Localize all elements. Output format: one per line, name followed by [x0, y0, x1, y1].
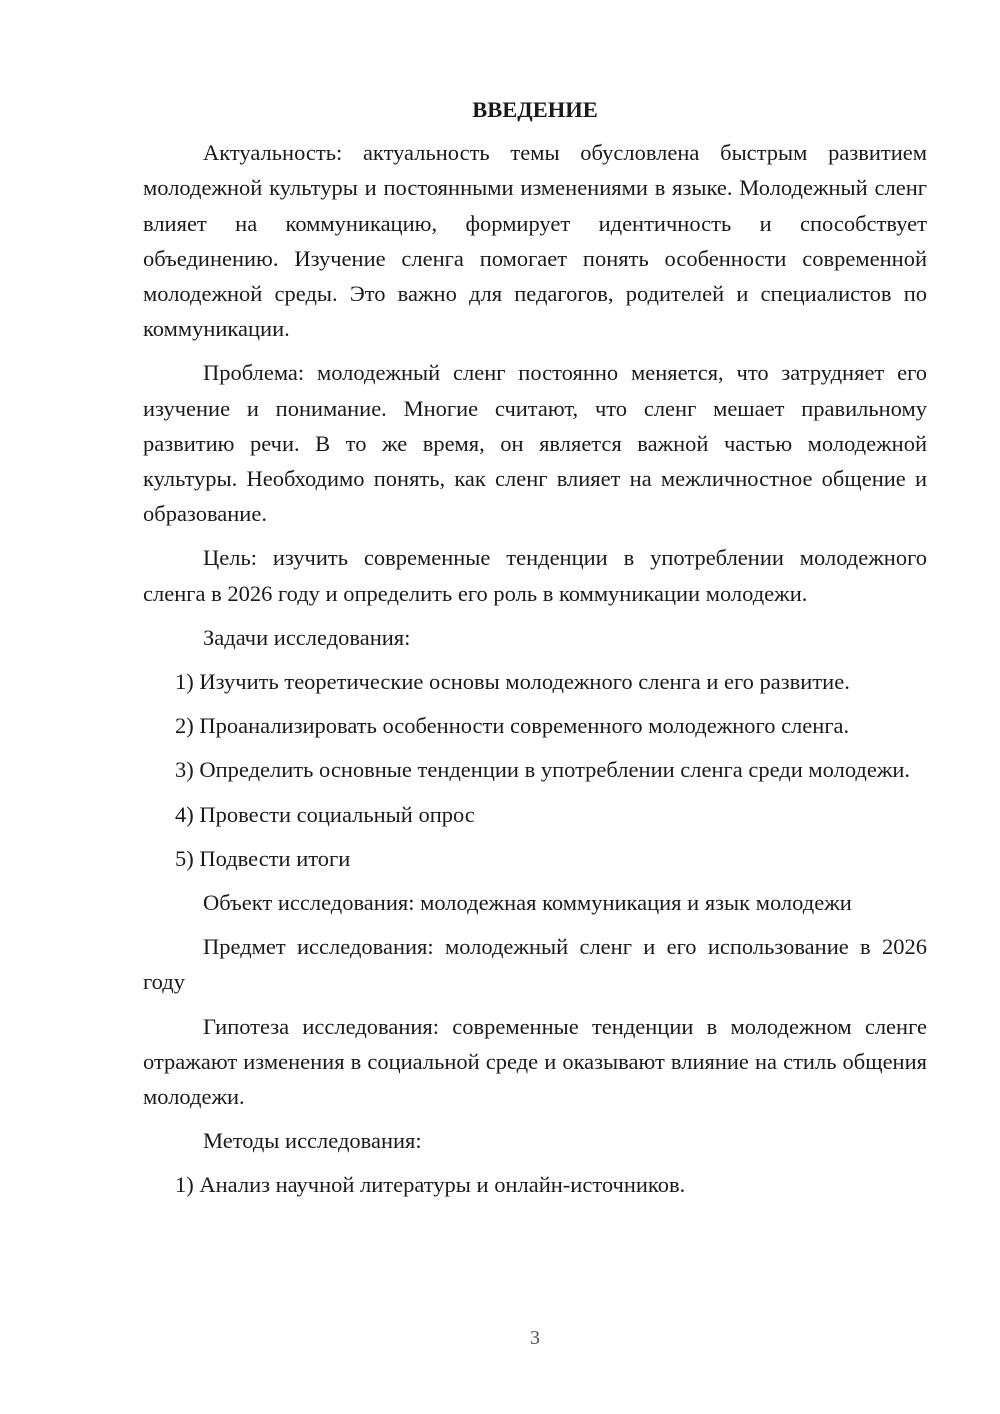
- task-item: 1) Изучить теоретические основы молодежного сленга и его развитие.: [175, 669, 850, 695]
- document-body: [143, 92, 927, 1212]
- relevance-paragraph: Актуальность: актуальность темы обусловлена быстрым развитием молодежной культуры и постоянными изменениями в языке. Молодежный сленг влияет на коммуникацию, формирует идентичность и способствует объединению. Изучение сленга помогает понять особенности современной молодежной среды. Это важно для педагогов, родителей и специалистов по коммуникации.: [143, 140, 927, 342]
- object-paragraph: Объект исследования: молодежная коммуникация и язык молодежи: [203, 890, 852, 916]
- methods-heading: Методы исследования:: [203, 1128, 422, 1154]
- page-number: 3: [530, 1327, 540, 1349]
- task-item: 3) Определить основные тенденции в употреблении сленга среди молодежи.: [175, 757, 911, 783]
- hypothesis-paragraph: Гипотеза исследования: современные тенденции в молодежном сленге отражают изменения в социальной среде и оказывают влияние на стиль общения молодежи.: [143, 1013, 927, 1110]
- task-item: 2) Проанализировать особенности современного молодежного сленга.: [175, 713, 850, 739]
- subject-paragraph: Предмет исследования: молодежный сленг и его использование в 2026 году: [143, 934, 927, 995]
- goal-paragraph: Цель: изучить современные тенденции в употреблении молодежного сленга в 2026 году и определить его роль в коммуникации молодежи.: [143, 545, 927, 606]
- method-item: 1) Анализ научной литературы и онлайн-источников.: [175, 1172, 686, 1198]
- task-item: 5) Подвести итоги: [175, 845, 351, 871]
- problem-paragraph: Проблема: молодежный сленг постоянно меняется, что затрудняет его изучение и понимание. Многие считают, что сленг мешает правильному развитию речи. В то же время, он является важной частью молодежной культуры. Необходимо понять, как сленг влияет на межличностное общение и образование.: [143, 360, 927, 527]
- tasks-heading: Задачи исследования:: [203, 624, 411, 650]
- task-item: 4) Провести социальный опрос: [175, 801, 475, 827]
- page-title: ВВЕДЕНИЕ: [472, 97, 598, 122]
